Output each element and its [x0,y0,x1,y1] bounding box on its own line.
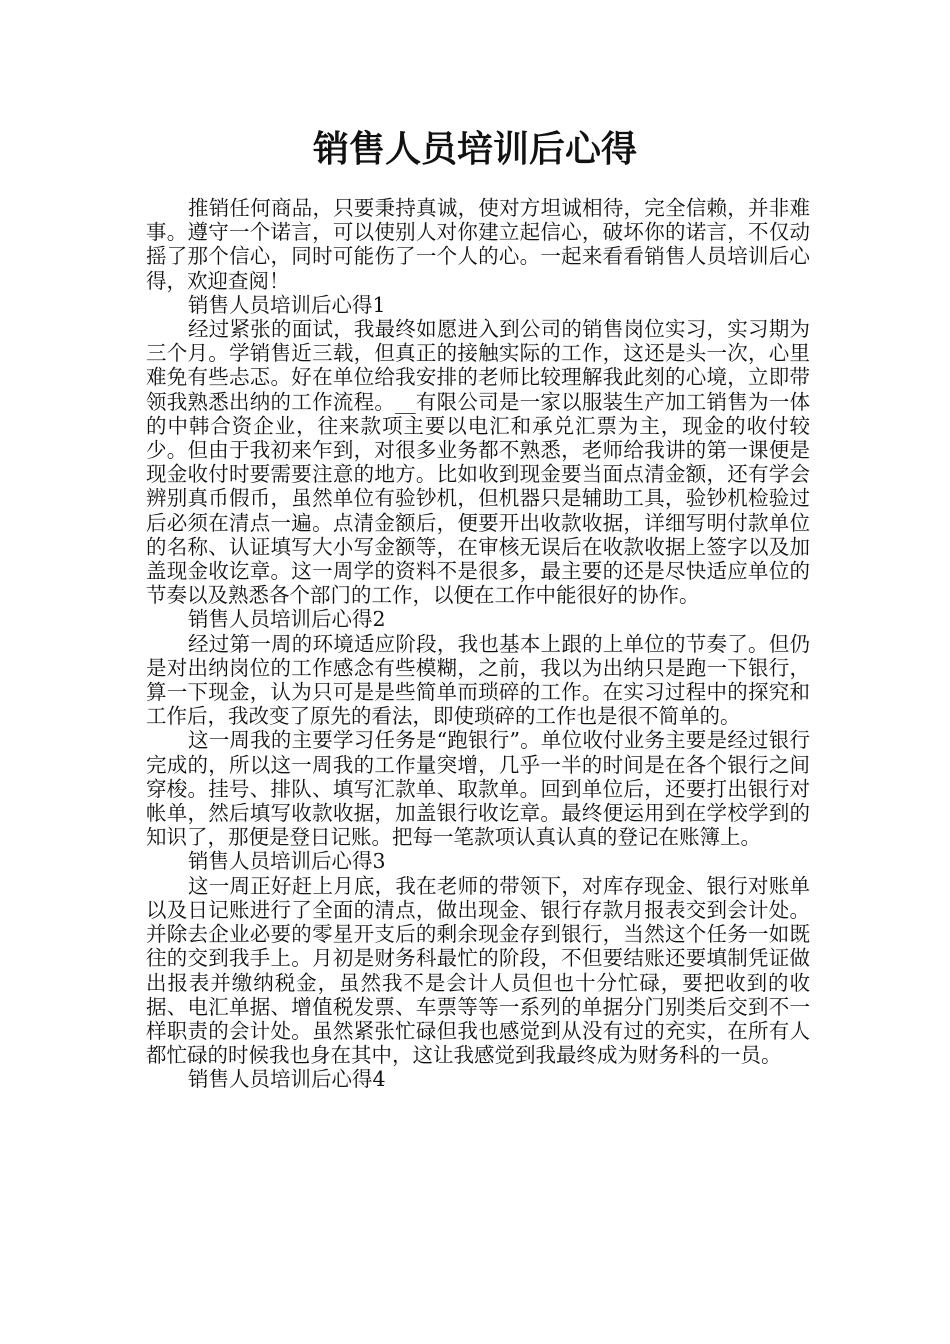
document-title: 销售人员培训后心得 [312,129,637,170]
document-body [146,196,810,1092]
section-1-paragraph: 经过紧张的面试，我最终如愿进入到公司的销售岗位实习，实习期为三个月。学销售近三载，但真正的接触实际的工作，这还是头一次，心里难免有些忐忑。好在单位给我安排的老师比较理解我此刻的心境，立即带领我熟悉出纳的工作流程。__有限公司是一家以服装生产加工销售为一体的中韩合资企业，往来款项主要以电汇和承兑汇票为主，现金的收付较少。但由于我初来乍到，对很多业务都不熟悉，老师给我讲的第一课便是现金收付时要需要注意的地方。比如收到现金要当面点清金额，还有学会辨别真币假币，虽然单位有验钞机，但机器只是辅助工具，验钞机检验过后必须在清点一遍。点清金额后，便要开出收款收据，详细写明付款单位的名称、认证填写大小写金额等，在审核无误后在收款收据上签字以及加盖现金收讫章。这一周学的资料不是很多，最主要的还是尽快适应单位的节奏以及熟悉各个部门的工作，以便在工作中能很好的协作。 [146,317,810,608]
section-heading-2: 销售人员培训后心得2 [188,607,386,632]
section-heading-3: 销售人员培训后心得3 [188,849,386,874]
section-heading-4: 销售人员培训后心得4 [188,1067,386,1092]
section-3-paragraph: 这一周正好赶上月底，我在老师的带领下，对库存现金、银行对账单以及日记账进行了全面的清点，做出现金、银行存款月报表交到会计处。并除去企业必要的零星开支后的剩余现金存到银行，当然这个任务一如既往的交到我手上。月初是财务科最忙的阶段，不但要结账还要填制凭证做出报表并缴纳税金，虽然我不是会计人员但也十分忙碌，要把收到的收据、电汇单据、增值税发票、车票等等一系列的单据分门别类后交到不一样职责的会计处。虽然紧张忙碌但我也感觉到从没有过的充实，在所有人都忙碌的时候我也身在其中，这让我感觉到我最终成为财务科的一员。 [146,873,810,1068]
section-2-paragraph-1: 经过第一周的环境适应阶段，我也基本上跟的上单位的节奏了。但仍是对出纳岗位的工作感念有些模糊，之前，我以为出纳只是跑一下银行，算一下现金，认为只可是是些简单而琐碎的工作。在实习过程中的探究和工作后，我改变了原先的看法，即使琐碎的工作也是很不简单的。 [146,631,810,729]
intro-paragraph: 推销任何商品，只要秉持真诚，使对方坦诚相待，完全信赖，并非难事。遵守一个诺言，可以使别人对你建立起信心，破坏你的诺言，不仅动摇了那个信心，同时可能伤了一个人的心。一起来看看销售人员培训后心得，欢迎查阅！ [146,196,810,293]
section-heading-1: 销售人员培训后心得1 [188,292,386,317]
section-2-paragraph-2: 这一周我的主要学习任务是“跑银行”。单位收付业务主要是经过银行完成的，所以这一周我的工作量突增，几乎一半的时间是在各个银行之间穿梭。挂号、排队、填写汇款单、取款单。回到单位后，还要打出银行对帐单，然后填写收款收据，加盖银行收讫章。最终便运用到在学校学到的知识了，那便是登日记账。把每一笔款项认真认真的登记在账簿上。 [146,728,810,850]
